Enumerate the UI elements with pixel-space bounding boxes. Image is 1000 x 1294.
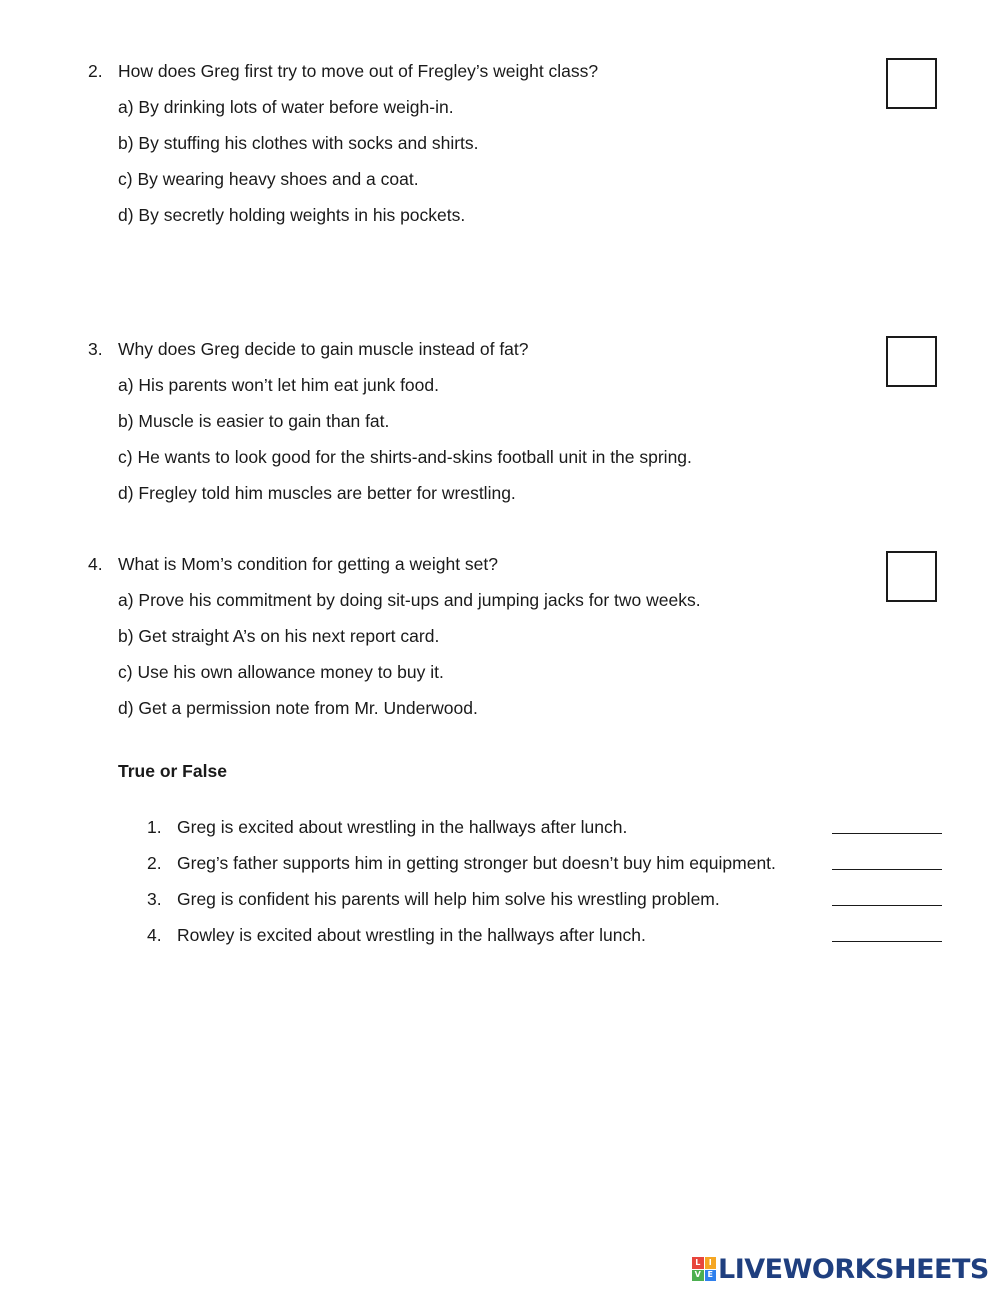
logo-mark-letter: E [705, 1270, 717, 1282]
tf-answer-blank-2[interactable] [832, 869, 942, 870]
question-text: How does Greg first try to move out of Fregley’s weight class? [118, 61, 599, 81]
tf-answer-blank-1[interactable] [832, 833, 942, 834]
answer-box-q4[interactable] [886, 551, 937, 602]
option-d: d) Fregley told him muscles are better for wrestling. [118, 483, 516, 503]
question-text: Why does Greg decide to gain muscle instead of fat? [118, 339, 529, 359]
answer-box-q3[interactable] [886, 336, 937, 387]
tf-item-number: 3. [147, 889, 162, 909]
tf-item-number: 2. [147, 853, 162, 873]
option-b: b) By stuffing his clothes with socks and shirts. [118, 133, 479, 153]
option-a: a) His parents won’t let him eat junk food. [118, 375, 439, 395]
tf-answer-blank-3[interactable] [832, 905, 942, 906]
question-number: 2. [88, 61, 103, 81]
question-text: What is Mom’s condition for getting a weight set? [118, 554, 499, 574]
option-b: b) Get straight A’s on his next report card. [118, 626, 440, 646]
tf-item-text: Greg is confident his parents will help him solve his wrestling problem. [177, 889, 720, 909]
logo-mark-icon [692, 1257, 716, 1281]
logo-mark-letter: V [692, 1270, 704, 1282]
tf-item-text: Rowley is excited about wrestling in the hallways after lunch. [177, 925, 646, 945]
option-c: c) He wants to look good for the shirts-and-skins football unit in the spring. [118, 447, 692, 467]
logo-mark-letter: L [692, 1257, 704, 1269]
question-number: 4. [88, 554, 103, 574]
liveworksheets-logo [692, 1254, 989, 1284]
tf-item-number: 4. [147, 925, 162, 945]
option-a: a) By drinking lots of water before weigh-in. [118, 97, 454, 117]
option-d: d) By secretly holding weights in his pockets. [118, 205, 466, 225]
logo-text: LIVEWORKSHEETS [718, 1253, 989, 1285]
tf-item-text: Greg’s father supports him in getting stronger but doesn’t buy him equipment. [177, 853, 776, 873]
question-number: 3. [88, 339, 103, 359]
tf-item-number: 1. [147, 817, 162, 837]
section-title: True or False [118, 761, 227, 781]
tf-item-text: Greg is excited about wrestling in the hallways after lunch. [177, 817, 628, 837]
answer-box-q2[interactable] [886, 58, 937, 109]
option-c: c) Use his own allowance money to buy it. [118, 662, 444, 682]
tf-answer-blank-4[interactable] [832, 941, 942, 942]
logo-mark-letter: I [705, 1257, 717, 1269]
option-a: a) Prove his commitment by doing sit-ups and jumping jacks for two weeks. [118, 590, 701, 610]
option-c: c) By wearing heavy shoes and a coat. [118, 169, 419, 189]
option-d: d) Get a permission note from Mr. Underwood. [118, 698, 478, 718]
option-b: b) Muscle is easier to gain than fat. [118, 411, 390, 431]
